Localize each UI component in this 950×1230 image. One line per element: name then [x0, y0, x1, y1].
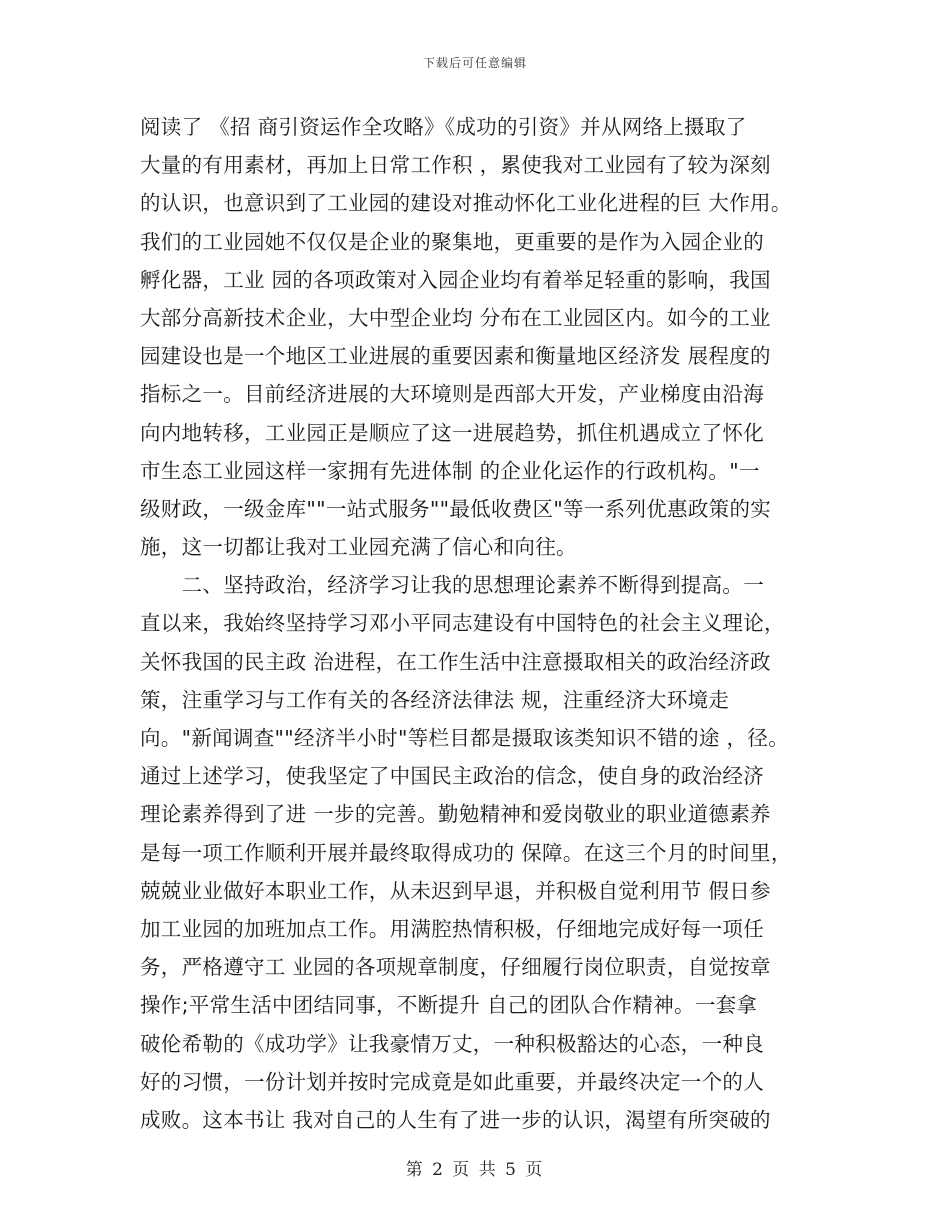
- text-line: 园建设也是一个地区工业进展的重要因素和衡量地区经济发 展程度的: [140, 344, 771, 369]
- page-header: 下载后可任意编辑: [422, 56, 527, 70]
- text-line: 兢兢业业做好本职业工作，从未迟到早退，并积极自觉利用节 假日参: [140, 878, 771, 903]
- text-line: 向。"新闻调查""经济半小时"等栏目都是摄取该类知识不错的途 ，径。: [140, 726, 789, 750]
- text-line: 加工业园的加班加点工作。用满腔热情积极，仔细地完成好每一项任: [140, 916, 764, 941]
- text-line: 向内地转移，工业园正是顺应了这一进展趋势，抓住机遇成立了怀化: [140, 420, 764, 445]
- text-line: 市生态工业园这样一家拥有先进体制 的企业化运作的行政机构。"一: [140, 458, 760, 483]
- text-line: 施，这一切都让我对工业园充满了信心和向往。: [140, 535, 577, 560]
- text-line: 我们的工业园她不仅仅是企业的聚集地，更重要的是作为入园企业的: [140, 229, 764, 254]
- text-line: 的认识，也意识到了工业园的建设对推动怀化工业化进程的巨 大作用。: [140, 191, 792, 216]
- text-line: 孵化器，工业 园的各项政策对入园企业均有着举足轻重的影响，我国: [140, 267, 771, 292]
- text-line: 二、坚持政治，经济学习让我的思想理论素养不断得到提高。一: [140, 573, 764, 598]
- text-line: 级财政，一级金库""一站式服务""最低收费区"等一系列优惠政策的实: [140, 496, 772, 521]
- text-line: 指标之一。目前经济进展的大环境则是西部大开发，产业梯度由沿海: [140, 382, 764, 407]
- text-line: 大部分高新技术企业，大中型企业均 分布在工业园区内。如今的工业: [140, 305, 771, 330]
- text-line: 策，注重学习与工作有关的各经济法律法 规，注重经济大环境走: [140, 687, 730, 712]
- text-line: 成败。这本书让 我对自己的人生有了进一步的认识，渴望有所突破的: [140, 1107, 771, 1132]
- document-body: [140, 108, 830, 1139]
- text-line: 阅读了 《招 商引资运作全攻略》《成功的引资》并从网络上摄取了: [140, 115, 747, 139]
- text-line: 操作;平常生活中团结同事，不断提升 自己的团队合作精神。一套拿: [140, 993, 758, 1018]
- text-line: 大量的有用素材，再加上日常工作积 ，累使我对工业园有了较为深刻: [140, 153, 771, 178]
- text-line: 理论素养得到了进 一步的完善。勤勉精神和爱岗敬业的职业道德素养: [140, 802, 771, 827]
- text-line: 好的习惯，一份计划并按时完成竟是如此重要，并最终决定一个的人: [140, 1069, 764, 1094]
- text-line: 务，严格遵守工 业园的各项规章制度，仔细履行岗位职责，自觉按章: [140, 955, 771, 980]
- text-line: 通过上述学习，使我坚定了中国民主政治的信念，使自身的政治经济: [140, 764, 764, 789]
- page-footer: 第 2 页 共 5 页: [405, 1160, 545, 1180]
- text-line: 破伦希勒的《成功学》让我豪情万丈，一种积极豁达的心态，一种良: [140, 1031, 764, 1056]
- text-line: 关怀我国的民主政 治进程，在工作生活中注意摄取相关的政治经济政: [140, 649, 771, 674]
- text-line: 是每一项工作顺利开展并最终取得成功的 保障。在这三个月的时间里，: [140, 840, 792, 865]
- text-line: 直以来，我始终坚持学习邓小平同志建设有中国特色的社会主义理论，: [140, 611, 785, 636]
